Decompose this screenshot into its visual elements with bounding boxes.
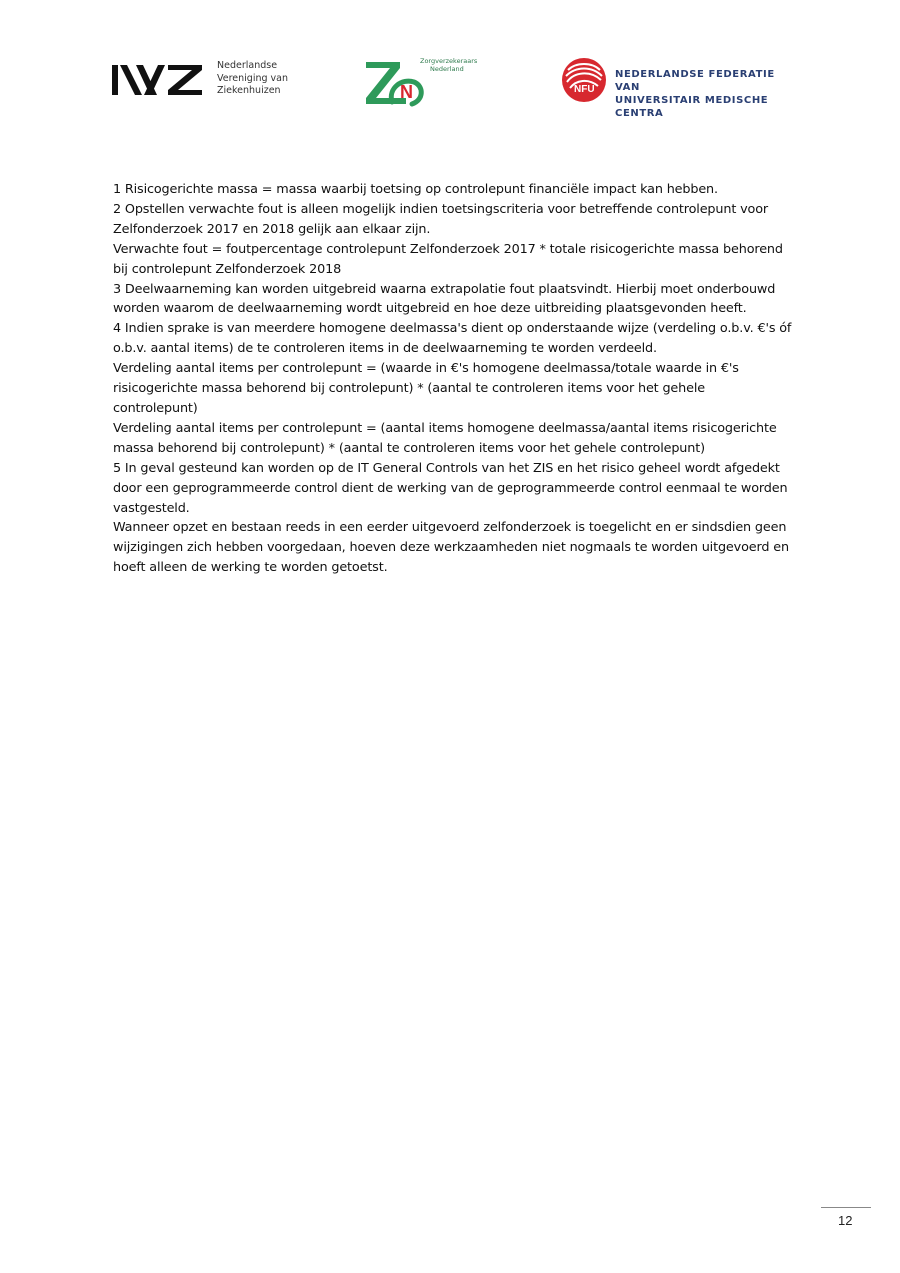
nfu-logo-badge: NFU [574, 84, 595, 95]
footnote-paragraph: Verwachte fout = foutpercentage controlepunt Zelfonderzoek 2017 * totale risicogerichte massa behorend bij controlepunt Zelfonderzoek 2018 [113, 241, 783, 277]
nvz-name-line: Ziekenhuizen [217, 85, 281, 96]
footnote-paragraph: 5 In geval gesteund kan worden op de IT General Controls van het ZIS en het risico geheel wordt afgedekt door een geprogrammeerde control dient de werking van de geprogrammeerde control eenmaal te worden vastgesteld. [113, 460, 788, 516]
nfu-logo-mark-icon [560, 56, 608, 104]
nvz-logo-mark-icon [112, 62, 204, 98]
page-number: 12 [838, 1213, 853, 1228]
zn-logo-letter: N [400, 82, 413, 102]
zn-logo [362, 56, 482, 108]
footer-divider [821, 1207, 871, 1208]
nvz-logo [112, 60, 312, 102]
footnote-paragraph: 2 Opstellen verwachte fout is alleen mogelijk indien toetsingscriteria voor betreffende controlepunt voor Zelfonderzoek 2017 en 2018 gelijk aan elkaar zijn. [113, 201, 768, 237]
nfu-name-line: UNIVERSITAIR MEDISCHE CENTRA [615, 95, 769, 119]
footnote-paragraph: Wanneer opzet en bestaan reeds in een eerder uitgevoerd zelfonderzoek is toegelicht en er sindsdien geen wijzigingen zich hebben voorgedaan, hoeven deze werkzaamheden niet nogmaals te worden uitgevoerd en hoeft alleen de werking te worden getoetst. [113, 520, 789, 576]
zn-name-line: Nederland [430, 64, 464, 73]
footnote-paragraph: 3 Deelwaarneming kan worden uitgebreid waarna extrapolatie fout plaatsvindt. Hierbij moet onderbouwd worden waarom de deelwaarneming wordt uitgebreid en hoe deze uitbreiding plaatsgevonden heeft. [113, 281, 776, 317]
zn-logo-mark-icon [362, 58, 426, 108]
nfu-name-line: NEDERLANDSE FEDERATIE VAN [615, 69, 775, 93]
nvz-name-line: Vereniging van [217, 72, 289, 84]
footnotes-body [113, 180, 793, 578]
footnote-paragraph: Verdeling aantal items per controlepunt = (aantal items homogene deelmassa/aantal items risicogerichte massa behorend bij controlepunt) * (aantal te controleren items voor het gehele controlepunt) [113, 420, 777, 456]
zn-name-line: Zorgverzekeraars [420, 57, 478, 65]
footnote-paragraph: 1 Risicogerichte massa = massa waarbij toetsing op controlepunt financiële impact kan hebben. [113, 182, 718, 197]
nfu-logo [560, 56, 800, 119]
footnote-paragraph: Verdeling aantal items per controlepunt = (waarde in €'s homogene deelmassa/totale waarde in €'s risicogerichte massa behorend bij controlepunt) * (aantal te controleren items voor het gehele controlepunt) [113, 361, 739, 416]
zn-name [420, 58, 477, 73]
nvz-name-line: Nederlandse [217, 60, 278, 71]
footnote-paragraph: 4 Indien sprake is van meerdere homogene deelmassa's dient op onderstaande wijze (verdeling o.b.v. €'s óf o.b.v. aantal items) de te controleren items in de deelwaarneming te worden verdeeld. [113, 321, 792, 357]
nvz-name [217, 60, 288, 98]
nfu-name [615, 68, 800, 120]
